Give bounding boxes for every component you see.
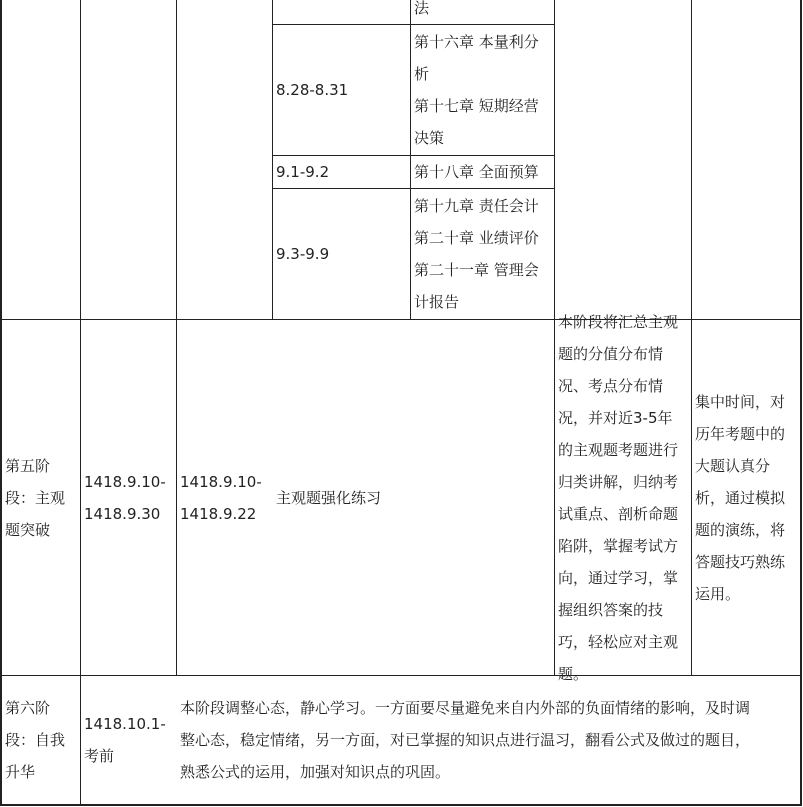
date-text: 9.3-9.9 — [276, 245, 330, 263]
chapter-line: 第二十章 业绩评价 — [414, 229, 539, 247]
date-cell-8-28 — [273, 25, 410, 155]
table-border-bottom — [0, 804, 802, 806]
chapter-line: 析 — [414, 65, 430, 83]
stage-line: 第六阶 — [5, 699, 51, 717]
method-line: 析，通过模拟 — [695, 488, 786, 507]
method-line: 集中时间，对 — [695, 392, 786, 411]
stage5-method-cell — [692, 320, 800, 675]
stage6-name-cell — [2, 676, 80, 804]
desc-line: 题的分值分布情 — [558, 344, 664, 363]
desc-line: 向，通过学习，掌 — [558, 568, 679, 587]
chapter-line: 第十八章 全面预算 — [414, 163, 539, 181]
stage-line: 升华 — [5, 763, 36, 781]
chapter-cell-19-21 — [411, 189, 554, 319]
chapter-cell-16-17 — [411, 25, 554, 155]
chapter-cell-fa — [411, 0, 554, 24]
method-line: 题的演练，将 — [695, 520, 786, 539]
stage5-desc-cell — [555, 312, 691, 683]
desc-line: 本阶段调整心态，静心学习。一方面要尽量避免来自内外部的负面情绪的影响，及时调 — [180, 699, 751, 717]
stage5-range2-cell — [177, 320, 272, 675]
stage-line: 题突破 — [5, 520, 51, 539]
method-line: 答题技巧熟练 — [695, 552, 786, 571]
chapter-line: 决策 — [414, 129, 445, 147]
range-line: 1418.10.1- — [84, 715, 166, 733]
date-cell-9-1 — [273, 156, 410, 188]
stage5-range1-cell — [81, 320, 176, 675]
desc-line: 题。 — [558, 664, 589, 683]
date-text: 9.1-9.2 — [276, 163, 330, 181]
stage-line: 第五阶 — [5, 456, 51, 475]
range-line: 1418.9.30 — [84, 504, 161, 523]
chapter-cell-18 — [411, 156, 554, 188]
method-line: 运用。 — [695, 584, 741, 603]
desc-line: 整心态，稳定情绪，另一方面，对已掌握的知识点进行温习，翻看公式及做过的题目， — [180, 731, 751, 749]
desc-line: 试重点、剖析命题 — [558, 504, 679, 523]
desc-line: 握组织答案的技 — [558, 600, 664, 619]
desc-line: 熟悉公式的运用，加强对知识点的巩固。 — [180, 763, 451, 781]
chapter-line: 第二十一章 管理会 — [414, 261, 539, 279]
desc-line: 陷阱，掌握考试方 — [558, 536, 679, 555]
table-border-right — [800, 0, 802, 806]
chapter-text: 法 — [414, 0, 430, 17]
range-line: 1418.9.10- — [180, 472, 262, 491]
date-text: 8.28-8.31 — [276, 81, 349, 99]
desc-line: 的主观题考题进行 — [558, 440, 679, 459]
desc-line: 况，并对近3-5年 — [558, 408, 673, 427]
stage-line: 段：主观 — [5, 488, 66, 507]
desc-line: 巧，轻松应对主观 — [558, 632, 679, 651]
method-line: 大题认真分 — [695, 456, 771, 475]
stage6-range-cell — [81, 676, 176, 804]
chapter-line: 第十九章 责任会计 — [414, 197, 539, 215]
stage6-desc-cell — [177, 676, 800, 804]
range-line: 1418.9.22 — [180, 504, 257, 523]
task-text: 主观题强化练习 — [276, 488, 382, 507]
stage5-task-cell — [273, 320, 554, 675]
stage5-name-cell — [2, 320, 80, 675]
desc-line: 归类讲解，归纳考 — [558, 472, 679, 491]
stage-line: 段：自我 — [5, 731, 66, 749]
range-line: 考前 — [84, 747, 115, 765]
desc-line: 况、考点分布情 — [558, 376, 664, 395]
chapter-line: 第十七章 短期经营 — [414, 97, 539, 115]
desc-line: 本阶段将汇总主观 — [558, 312, 679, 331]
date-cell-9-3 — [273, 189, 410, 319]
chapter-line: 第十六章 本量利分 — [414, 33, 539, 51]
method-line: 历年考题中的 — [695, 424, 786, 443]
range-line: 1418.9.10- — [84, 472, 166, 491]
chapter-line: 计报告 — [414, 293, 460, 311]
